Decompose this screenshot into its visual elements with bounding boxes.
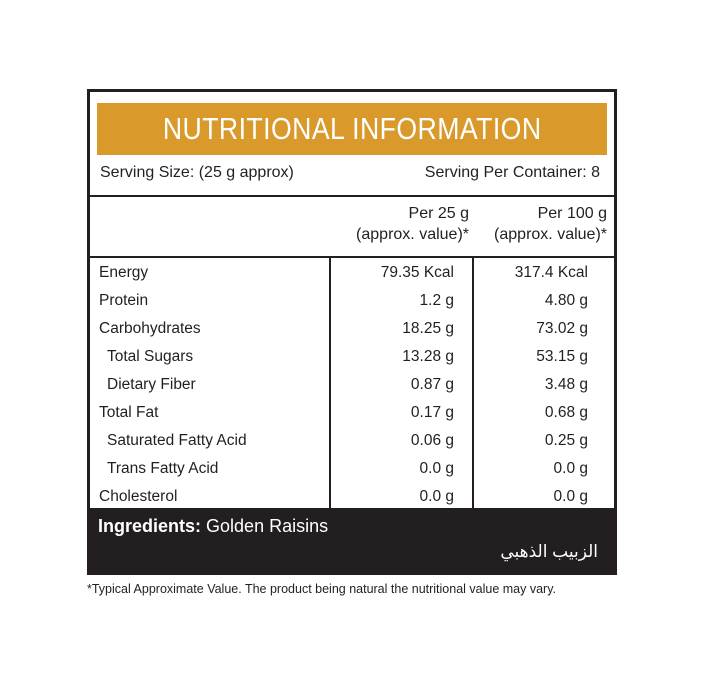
row-label: Carbohydrates: [99, 320, 201, 337]
row-value-per-25g: 79.35 Kcal: [380, 264, 454, 281]
table-row: [90, 260, 614, 288]
serving-info: [100, 164, 600, 182]
table-row: [90, 428, 614, 456]
row-label: Energy: [99, 264, 149, 281]
column-header-per-25g-line1: Per 25 g: [408, 205, 469, 222]
title-bar: [97, 103, 607, 155]
table-row: [90, 316, 614, 344]
row-value-per-25g: 1.2 g: [419, 292, 454, 309]
ingredients-bar: [90, 508, 614, 572]
table-row: [90, 456, 614, 484]
row-label: Cholesterol: [99, 488, 178, 505]
column-header-per-25g-line2: (approx. value)*: [356, 226, 469, 243]
ingredients-arabic: الزبيب الذهبي: [500, 542, 598, 561]
row-value-per-100g: 0.0 g: [553, 460, 588, 477]
nutrition-panel: [87, 89, 617, 575]
column-header-per-100g: [494, 203, 607, 245]
serving-size: Serving Size: (25 g approx): [100, 164, 294, 181]
panel-title: NUTRITIONAL INFORMATION: [162, 111, 542, 146]
row-value-per-100g: 317.4 Kcal: [514, 264, 588, 281]
divider-serving: [90, 195, 614, 197]
row-value-per-100g: 4.80 g: [544, 292, 588, 309]
row-label: Saturated Fatty Acid: [107, 432, 247, 449]
row-value-per-100g: 3.48 g: [544, 376, 588, 393]
column-header-per-25g: [356, 203, 469, 245]
row-value-per-25g: 0.06 g: [410, 432, 454, 449]
row-label: Total Sugars: [107, 348, 194, 365]
row-value-per-25g: 0.87 g: [410, 376, 454, 393]
ingredients-value: Golden Raisins: [206, 516, 329, 536]
table-row: [90, 372, 614, 400]
column-header-per-100g-line1: Per 100 g: [537, 205, 607, 222]
row-value-per-25g: 13.28 g: [402, 348, 454, 365]
row-value-per-100g: 0.25 g: [544, 432, 588, 449]
row-label: Protein: [99, 292, 149, 309]
row-label: Dietary Fiber: [107, 376, 196, 393]
ingredients-heading: Ingredients:: [98, 516, 202, 536]
row-value-per-25g: 0.17 g: [410, 404, 454, 421]
table-row: [90, 344, 614, 372]
table-row: [90, 288, 614, 316]
row-value-per-100g: 73.02 g: [536, 320, 588, 337]
row-label: Total Fat: [99, 404, 159, 421]
row-value-per-100g: 53.15 g: [536, 348, 588, 365]
column-header-per-100g-line2: (approx. value)*: [494, 226, 607, 243]
row-value-per-100g: 0.68 g: [544, 404, 588, 421]
divider-header: [90, 256, 614, 258]
servings-per-container: Serving Per Container: 8: [424, 164, 600, 181]
ingredients-line: [98, 516, 328, 537]
footnote: *Typical Approximate Value. The product being natural the nutritional value may vary.: [87, 582, 557, 596]
row-value-per-25g: 18.25 g: [402, 320, 454, 337]
row-value-per-25g: 0.0 g: [419, 460, 454, 477]
table-row: [90, 400, 614, 428]
row-value-per-100g: 0.0 g: [553, 488, 588, 505]
row-label: Trans Fatty Acid: [107, 460, 219, 477]
row-value-per-25g: 0.0 g: [419, 488, 454, 505]
